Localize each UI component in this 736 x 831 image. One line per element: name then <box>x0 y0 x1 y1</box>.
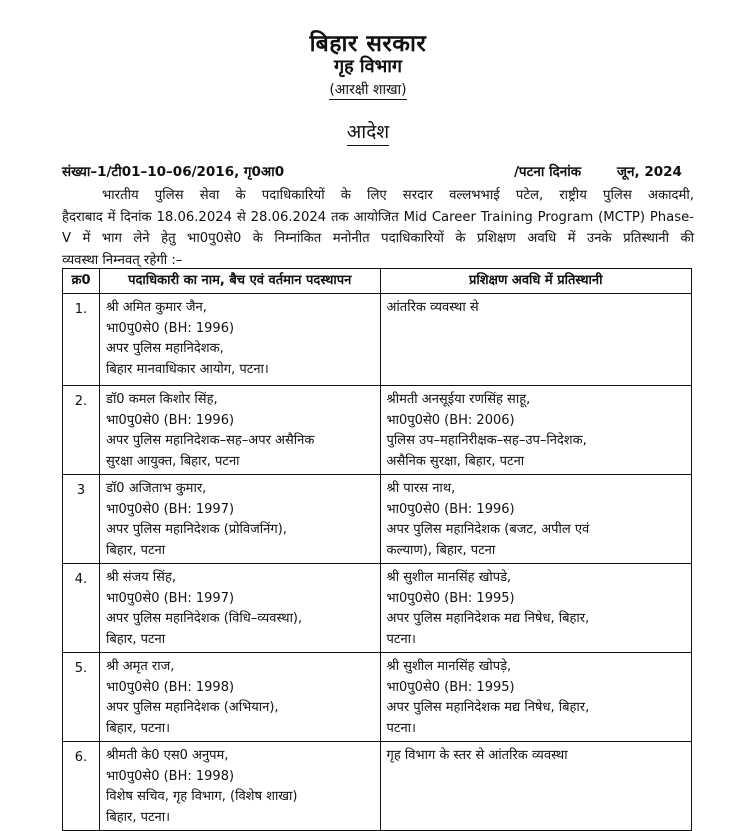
table-row <box>63 386 692 475</box>
officer-line: श्री अमित कुमार जैन, <box>105 300 207 315</box>
row-officer <box>99 742 380 831</box>
officer-line: अपर पुलिस महानिदेशक (प्रोविजनिंग), <box>105 522 287 537</box>
row-serial: 5. <box>63 653 100 742</box>
table-row <box>63 742 692 831</box>
row-serial: 4. <box>63 564 100 653</box>
header-serial: क्र0 <box>63 269 100 294</box>
officer-line: अपर पुलिस महानिदेशक, <box>105 341 224 356</box>
substitute-line: श्री सुशील मानसिंह खोपडे, <box>386 570 512 585</box>
branch-title <box>0 80 736 99</box>
government-title: बिहार सरकार <box>309 31 427 57</box>
intro-line-1: भारतीय पुलिस सेवा के पदाधिकारियों के लिए सरदार वल्लभभाई पटेल, राष्ट्रीय पुलिस अकादमी, <box>102 188 694 203</box>
substitute-line: भा0पु0से0 (BH: 2006) <box>386 412 515 428</box>
officer-line: विशेष सचिव, गृह विभाग, (विशेष शाखा) <box>105 789 298 804</box>
substitute-line: अपर पुलिस महानिदेशक मद्य निषेध, बिहार, <box>386 700 590 715</box>
substitute-line: असैनिक सुरक्षा, बिहार, पटना <box>386 453 525 469</box>
officer-line: भा0पु0से0 (BH: 1996) <box>105 320 235 336</box>
row-officer <box>99 294 380 386</box>
row-serial: 1. <box>63 294 100 386</box>
row-serial: 6. <box>63 742 100 831</box>
substitution-table <box>62 268 692 831</box>
substitute-line: कल्याण), बिहार, पटना <box>386 542 496 558</box>
row-officer <box>99 386 380 475</box>
substitute-line: श्री पारस नाथ, <box>386 481 456 496</box>
officer-line: भा0पु0से0 (BH: 1998) <box>105 679 235 695</box>
officer-line: श्री अमृत राज, <box>105 659 175 674</box>
table-row <box>63 475 692 564</box>
officer-line: बिहार मानवाधिकार आयोग, पटना। <box>105 361 269 377</box>
table-row <box>63 653 692 742</box>
officer-line: डॉ0 कमल किशोर सिंह, <box>105 392 218 407</box>
row-officer <box>99 564 380 653</box>
officer-line: बिहार, पटना। <box>105 809 171 825</box>
officer-line: अपर पुलिस महानिदेशक (अभियान), <box>105 700 279 715</box>
row-substitute <box>380 386 691 475</box>
table-body <box>63 294 692 831</box>
officer-line: अपर पुलिस महानिदेशक (विधि–व्यवस्था), <box>105 611 303 626</box>
officer-line: भा0पु0से0 (BH: 1998) <box>105 768 235 784</box>
officer-line: भा0पु0से0 (BH: 1997) <box>105 590 235 606</box>
officer-line: भा0पु0से0 (BH: 1996) <box>105 412 235 428</box>
substitute-line: आंतरिक व्यवस्था से <box>386 300 479 315</box>
order-label: आदेश <box>347 121 389 146</box>
reference-month: जून, 2024 <box>617 164 682 180</box>
intro-line-2: हैदराबाद में दिनांक 18.06.2024 से 28.06.2024 तक आयोजित Mid Career Training Program (MCTP) Phase- <box>62 209 694 225</box>
header-officer: पदाधिकारी का नाम, बैच एवं वर्तमान पदस्थापन <box>99 269 380 294</box>
substitute-line: श्रीमती अनसूईया रणसिंह साहू, <box>386 392 531 407</box>
substitute-line: अपर पुलिस महानिदेशक मद्य निषेध, बिहार, <box>386 611 590 626</box>
officer-line: बिहार, पटना <box>105 631 166 647</box>
substitute-line: भा0पु0से0 (BH: 1995) <box>386 679 515 695</box>
substitute-line: पटना। <box>386 631 416 647</box>
row-substitute <box>380 475 691 564</box>
row-officer <box>99 475 380 564</box>
row-substitute <box>380 294 691 386</box>
officer-line: सुरक्षा आयुक्त, बिहार, पटना <box>105 453 240 469</box>
officer-line: बिहार, पटना <box>105 542 166 558</box>
intro-paragraph <box>62 185 694 271</box>
table-header-row <box>63 269 692 294</box>
substitute-line: भा0पु0से0 (BH: 1995) <box>386 590 515 606</box>
substitute-line: गृह विभाग के स्तर से आंतरिक व्यवस्था <box>386 748 568 763</box>
reference-place-date: /पटना दिनांक <box>514 164 582 180</box>
substitute-line: श्री सुशील मानसिंह खोपड़े, <box>386 659 512 674</box>
row-officer <box>99 653 380 742</box>
officer-line: अपर पुलिस महानिदेशक–सह–अपर असैनिक <box>105 433 315 448</box>
officer-line: डॉ0 अजिताभ कुमार, <box>105 481 207 496</box>
substitute-line: पटना। <box>386 720 416 736</box>
officer-line: भा0पु0से0 (BH: 1997) <box>105 501 235 517</box>
row-substitute <box>380 564 691 653</box>
intro-line-4: व्यवस्था निम्नवत् रहेगी :– <box>62 252 183 268</box>
officer-line: बिहार, पटना। <box>105 720 171 736</box>
row-substitute <box>380 742 691 831</box>
intro-line-3: V में भाग लेने हेतु भा0पु0से0 के निम्नांकित मनोनीत पदाधिकारियों के प्रशिक्षण अवधि में उनके प्रतिस्थानी की <box>62 231 694 246</box>
officer-line: श्रीमती के0 एस0 अनुपम, <box>105 748 229 763</box>
table-row <box>63 564 692 653</box>
row-serial: 3 <box>63 475 100 564</box>
row-substitute <box>380 653 691 742</box>
reference-number: संख्या–1/टी01–10–06/2016, गृ0आ0 <box>62 164 285 180</box>
department-title: गृह विभाग <box>333 56 403 77</box>
reference-line <box>62 162 692 182</box>
order-title <box>0 118 736 144</box>
substitute-line: पुलिस उप–महानिरीक्षक–सह–उप–निदेशक, <box>386 433 587 448</box>
row-serial: 2. <box>63 386 100 475</box>
officer-line: श्री संजय सिंह, <box>105 570 176 585</box>
header-substitute: प्रशिक्षण अवधि में प्रतिस्थानी <box>380 269 691 294</box>
substitute-line: अपर पुलिस महानिदेशक (बजट, अपील एवं <box>386 522 590 537</box>
table-row <box>63 294 692 386</box>
substitute-line: भा0पु0से0 (BH: 1996) <box>386 501 515 517</box>
branch-label: (आरक्षी शाखा) <box>329 82 407 98</box>
